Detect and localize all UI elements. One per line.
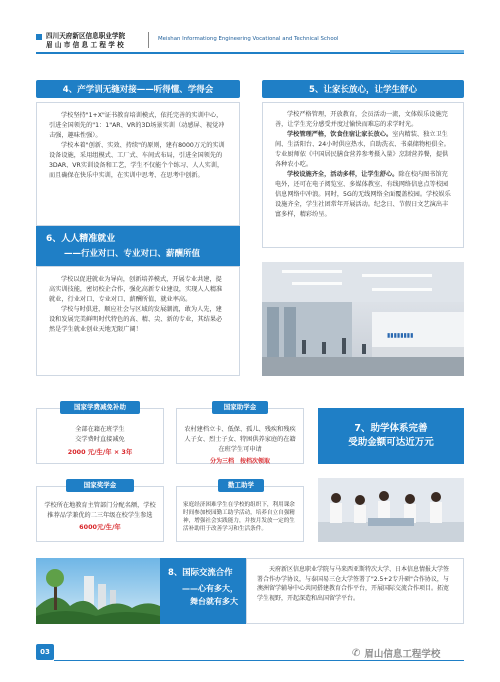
aid-banner-text: 7、助学体系完善 受助金额可达近万元 [348,423,434,448]
aid-box-grant-tag: 国家助学金 [212,401,268,414]
sec5-p3-text: 除在校内图书馆充电外，还可在电子阅览室、多媒体教室、有线网络信息点等校园信息网络中冲浪。同时，5G的无线网络全面覆盖校园。学校娱乐设施齐全，学生社团常年开展活动。纪念日、节假日文艺演出丰富多样，精彩纷呈。 [275,171,451,218]
sec4-title-bar [36,80,240,98]
sec5-title: 5、让家长放心，让学生舒心 [309,85,417,95]
sec8-card [246,558,464,624]
aid-box-workstudy-tag: 勤工助学 [218,479,264,492]
sec4-card [36,102,240,226]
wechat-label: 眉山信息工程学校 [364,649,441,660]
aid-box-scholarship-tag: 国家奖学金 [66,479,134,492]
sec6-p1: 学校以促进就业为导向，创新培养模式，开展专业共建，提高实训技能，密切校企合作，强化高新专业建设，实现人人精准就业，行业对口、专业对口、薪酬所值，就业率高。 [49,276,223,303]
sec8-title: 8、国际交流合作 [168,567,233,577]
aid-box-scholarship-amount: 6000元/生/年 [79,523,121,531]
sec4-title: 4、产学训无缝对接——听得懂、学得会 [62,85,214,95]
logo-square-icon [36,34,42,40]
page-number: 03 [40,648,50,656]
sec8-p1: 天府新区信息职业学院与马来西亚斯特次大学、日本信息情报大学签署合作办学协议，与泰国易三仓大学签署了"2.5+2专升硕"合作协议，与澳洲留学辅导中心共同搭建教育合作平台，开展国际交流合作项目。拓宽学生视野，开起深造和出国留学平台。 [257,566,450,602]
sec8-title-box [160,558,246,624]
aid-banner [318,408,464,464]
school-name-en: Meishan Informationg Engineering Vocational and Technical School [158,36,339,42]
header-accent [390,50,464,53]
aid-box-tuition-amount: 2000 元/生/年 × 3年 [67,448,133,456]
svg-text:▮▮▮▮▮▮▮▮: ▮▮▮▮▮▮▮▮ [387,333,414,339]
students-illustration [318,478,464,542]
sec6-subtitle: ——行业对口、专业对口、薪酬所值 [64,249,201,259]
school-name-cn-2: 眉 山 市 信 息 工 程 学 校 [46,41,124,49]
sec5-p1: 学校严格管理，开放教育，会员活动一流，文体娱乐设施完善，让学生充分感受并度过愉快而难忘的求学时光。 [275,111,448,128]
aid-box-workstudy [176,486,304,542]
school-name-cn-1: 四川天府新区信息职业学院 [46,32,126,40]
aid-box-scholarship-text: 学校所在地教育主管部门分配名额，学校推荐品学兼优的二三年级在校学生参选 [44,502,156,519]
sec5-p2-text: 室内精装、独立卫生间、生活阳台、24小时供应热水，自助洗衣、书桌储物柜俱全。专业厨师依《中国居民膳食营养参考摄入量》烹制营养餐，提供各种农小吃。 [275,131,450,168]
page-number-badge [36,644,54,660]
students-photo [318,478,464,542]
header-divider [148,32,149,48]
sec6-p2: 学校与时俱进，顺应社会与区域的发展潮流，敢为人先，建设和发展完美鲜明时代特色的高、精、尖、新的专业，其结果必然是学生就业创业天地无限广阔！ [49,306,223,333]
campus-photo [36,558,160,624]
aid-box-grant [176,408,304,464]
aid-box-tuition [36,408,164,464]
sec6-card [36,266,240,376]
aid-box-grant-amount: 分为三档 按档次领取 [209,458,270,465]
header [0,22,500,60]
sec5-card [262,102,464,248]
footer-rule [54,660,464,661]
sec8-subtitle: ——心有多大， 舞台就有多大 [182,584,238,606]
sec4-p1: 学校坚持"1+X"证书教育培训模式，依托完善的实训中心，引进全国领先的"1：1"AR、VR的3D场景实训（动感屏、视觉冲击强，趣味性强）。 [49,112,225,139]
sec5-p3 [275,170,451,220]
sec5-p2 [275,130,451,170]
campus-illustration [36,558,160,624]
sec6-title: 6、人人精准就业 [46,234,116,244]
aid-box-grant-text: 农村建档立卡、低保、孤儿、残疾和残疾人子女、烈士子女、特困供养家庭的在籍在班学生可申请 [184,426,296,453]
aid-box-tuition-tag: 国家学费减免补助 [60,401,140,414]
aid-box-workstudy-text: 家庭经济困难学生在学校的组织下，利用课余时间参加校园勤工助学活动，培养自立自强精神，增强社会实践能力，并按月发放一定的生活补助用于改善学习和生活条件。 [183,502,295,532]
aid-box-tuition-text: 全部在籍在班学生 交学费时直接减免 [75,426,125,443]
aid-box-scholarship [36,486,164,542]
sec5-p3-bold: 学校设施齐全，活动多样，让学生舒心。 [287,171,399,178]
sec5-title-bar [262,80,464,98]
sec5-p2-bold: 学校管理严格，饮食住宿让家长放心。 [287,131,393,138]
lobby-illustration [262,262,464,376]
sec4-p2: 学校本着"创新、实效、持续"的原则，建有8000万元的实训设备设施，采用组模式、工厂式、车间式布局，引进全国领先的3DAR、VR实训设备和工艺，学生不仅能个个练习、人人实训，而且确保在快乐中实训，在实训中思考、在思考中创新。 [49,142,225,179]
wechat-watermark [352,646,440,660]
sec6-title-box [36,226,240,266]
lobby-photo [262,262,464,376]
wechat-icon: ✆ [352,647,361,659]
